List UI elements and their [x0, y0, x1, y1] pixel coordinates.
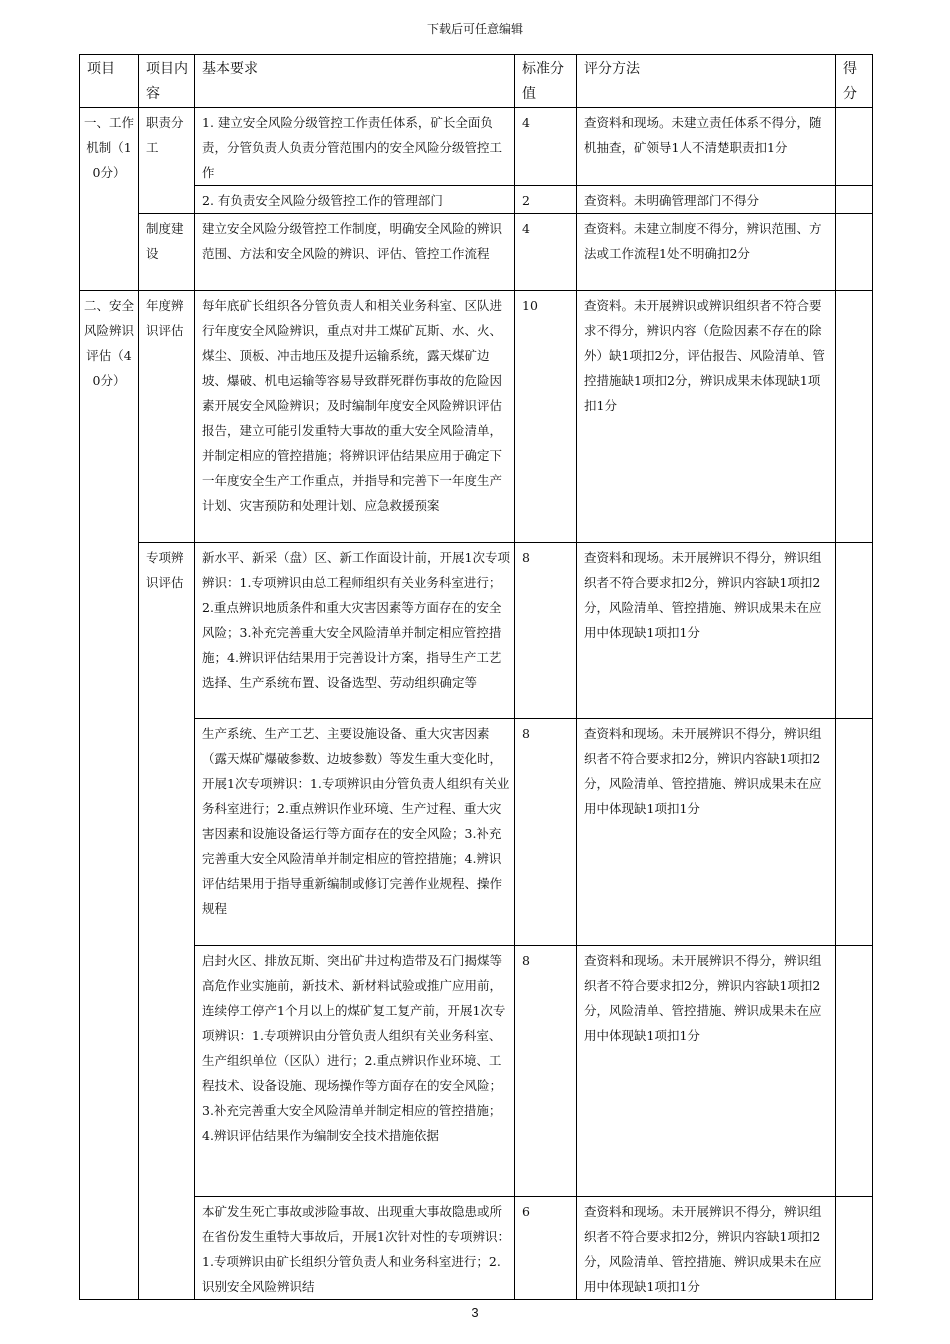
result-cell[interactable] — [836, 543, 873, 719]
method-cell: 查资料和现场。未开展辨识不得分，辨识组织者不符合要求扣2分，辨识内容缺1项扣2分，风险清单、管控措施、辨识成果未在应用中体现缺1项扣1分 — [577, 543, 836, 719]
result-cell[interactable] — [836, 1197, 873, 1300]
table-row — [80, 719, 873, 946]
table-row — [80, 1197, 873, 1300]
requirement-cell: 启封火区、排放瓦斯、突出矿井过构造带及石门揭煤等高危作业实施前，新技术、新材料试验或推广应用前，连续停工停产1个月以上的煤矿复工复产前，开展1次专项辨识：1.专项辨识由分管负责人组织有关业务科室、生产组织单位（区队）进行；2.重点辨识作业环境、工程技术、设备设施、现场操作等方面存在的安全风险；3.补充完善重大安全风险清单并制定相应的管控措施；4.辨识评估结果作为编制安全技术措施依据 — [195, 946, 515, 1197]
requirement-cell: 1. 建立安全风险分级管控工作责任体系，矿长全面负责，分管负责人负责分管范围内的安全风险分级管控工作 — [195, 108, 515, 186]
score-cell: 4 — [515, 214, 577, 291]
score-cell: 2 — [515, 186, 577, 214]
method-cell: 查资料和现场。未建立责任体系不得分，随机抽查，矿领导1人不清楚职责扣1分 — [577, 108, 836, 186]
table-row — [80, 186, 873, 214]
section-title: 一、工作机制（10分） — [80, 108, 139, 291]
score-cell: 6 — [515, 1197, 577, 1300]
page-number: 3 — [471, 1305, 479, 1320]
header-project: 项目 — [80, 55, 139, 108]
header-result: 得分 — [836, 55, 873, 108]
requirement-cell: 每年底矿长组织各分管负责人和相关业务科室、区队进行年度安全风险辨识，重点对井工煤矿瓦斯、水、火、煤尘、顶板、冲击地压及提升运输系统，露天煤矿边坡、爆破、机电运输等容易导致群死群伤事故的危险因素开展安全风险辨识；及时编制年度安全风险辨识评估报告，建立可能引发重特大事故的重大安全风险清单，并制定相应的管控措施；将辨识评估结果应用于确定下一年度安全生产工作重点，并指导和完善下一年度生产计划、灾害预防和处理计划、应急救援预案 — [195, 291, 515, 543]
item-content: 专项辨识评估 — [139, 543, 195, 1300]
result-cell[interactable] — [836, 719, 873, 946]
header-content: 项目内容 — [139, 55, 195, 108]
score-cell: 4 — [515, 108, 577, 186]
requirement-cell: 新水平、新采（盘）区、新工作面设计前，开展1次专项辨识：1.专项辨识由总工程师组织有关业务科室进行；2.重点辨识地质条件和重大灾害因素等方面存在的安全风险；3.补充完善重大安全风险清单并制定相应管控措施；4.辨识评估结果用于完善设计方案，指导生产工艺选择、生产系统布置、设备选型、劳动组织确定等 — [195, 543, 515, 719]
method-cell: 查资料。未明确管理部门不得分 — [577, 186, 836, 214]
score-cell: 8 — [515, 946, 577, 1197]
item-content: 年度辨识评估 — [139, 291, 195, 543]
result-cell[interactable] — [836, 214, 873, 291]
requirement-cell: 生产系统、生产工艺、主要设施设备、重大灾害因素（露天煤矿爆破参数、边坡参数）等发生重大变化时，开展1次专项辨识：1.专项辨识由分管负责人组织有关业务科室进行；2.重点辨识作业环境、生产过程、重大灾害因素和设施设备运行等方面存在的安全风险；3.补充完善重大安全风险清单并制定相应的管控措施；4.辨识评估结果用于指导重新编制或修订完善作业规程、操作规程 — [195, 719, 515, 946]
table-row — [80, 291, 873, 543]
table-row — [80, 108, 873, 186]
header-requirement: 基本要求 — [195, 55, 515, 108]
requirement-cell: 本矿发生死亡事故或涉险事故、出现重大事故隐患或所在省份发生重特大事故后，开展1次针对性的专项辨识：1.专项辨识由矿长组织分管负责人和业务科室进行；2.识别安全风险辨识结 — [195, 1197, 515, 1300]
method-cell: 查资料。未建立制度不得分，辨识范围、方法或工作流程1处不明确扣2分 — [577, 214, 836, 291]
method-cell: 查资料和现场。未开展辨识不得分，辨识组织者不符合要求扣2分，辨识内容缺1项扣2分，风险清单、管控措施、辨识成果未在应用中体现缺1项扣1分 — [577, 1197, 836, 1300]
score-cell: 8 — [515, 543, 577, 719]
result-cell[interactable] — [836, 108, 873, 186]
section-title: 二、安全风险辨识评估（40分） — [80, 291, 139, 1300]
header-method: 评分方法 — [577, 55, 836, 108]
method-cell: 查资料和现场。未开展辨识不得分，辨识组织者不符合要求扣2分，辨识内容缺1项扣2分，风险清单、管控措施、辨识成果未在应用中体现缺1项扣1分 — [577, 719, 836, 946]
method-cell: 查资料。未开展辨识或辨识组织者不符合要求不得分，辨识内容（危险因素不存在的除外）缺1项扣2分，评估报告、风险清单、管控措施缺1项扣2分，辨识成果未体现缺1项扣1分 — [577, 291, 836, 543]
result-cell[interactable] — [836, 291, 873, 543]
score-cell: 8 — [515, 719, 577, 946]
table-row — [80, 946, 873, 1197]
result-cell[interactable] — [836, 186, 873, 214]
result-cell[interactable] — [836, 946, 873, 1197]
requirement-cell: 2. 有负责安全风险分级管控工作的管理部门 — [195, 186, 515, 214]
table-row — [80, 543, 873, 719]
method-cell: 查资料和现场。未开展辨识不得分，辨识组织者不符合要求扣2分，辨识内容缺1项扣2分，风险清单、管控措施、辨识成果未在应用中体现缺1项扣1分 — [577, 946, 836, 1197]
table-header-row — [80, 55, 873, 108]
item-content: 职责分工 — [139, 108, 195, 214]
page-header: 下载后可任意编辑 — [426, 22, 523, 36]
header-score: 标准分值 — [515, 55, 577, 108]
table-row — [80, 214, 873, 291]
requirement-cell: 建立安全风险分级管控工作制度，明确安全风险的辨识范围、方法和安全风险的辨识、评估、管控工作流程 — [195, 214, 515, 291]
score-cell: 10 — [515, 291, 577, 543]
item-content: 制度建设 — [139, 214, 195, 291]
evaluation-table — [79, 54, 873, 1300]
